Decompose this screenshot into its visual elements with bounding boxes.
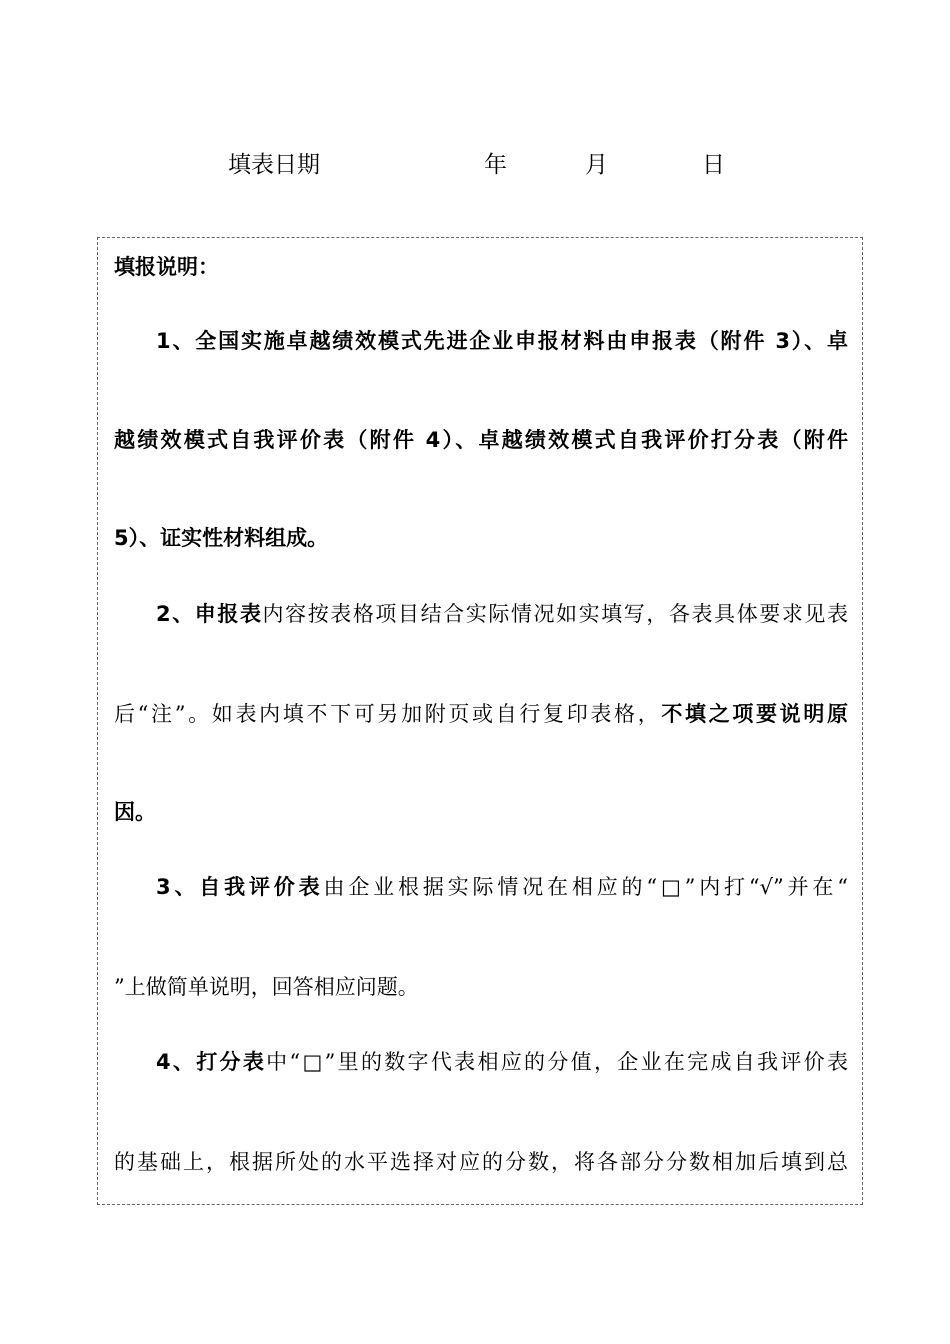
item1-line1: 1、全国实施卓越绩效模式先进企业申报材料由申报表（附件 3）、卓 [156,329,848,353]
item2-line2-text: 后“注”。如表内填不下可另加附页或自行复印表格， [114,702,662,726]
item2-text: 内容按表格项目结合实际情况如实填写，各表具体要求见表 [262,602,849,626]
item2-line2 [114,699,848,729]
item4-line2: 的基础上，根据所处的水平选择对应的分数，将各部分分数相加后填到总 [114,1150,848,1174]
item3-line1 [114,872,848,902]
item1-line3: 5）、证实性材料组成。 [114,526,329,550]
item2-bold-term: 申报表 [194,602,263,626]
item1-line2: 越绩效模式自我评价表（附件 4）、卓越绩效模式自我评价打分表（附件 [114,428,848,452]
instructions-heading: 填报说明： [114,255,219,279]
month-label: 月 [585,152,608,178]
year-label: 年 [484,152,507,178]
item2-line1 [114,599,848,629]
item4-line1 [114,1047,848,1077]
item3-number: 3、 [156,875,200,899]
fill-date-label: 填表日期 [228,152,320,178]
item2-line2-bold: 不填之项要说明原 [661,702,848,726]
item4-bold-term: 打分表 [196,1050,267,1074]
item2-number: 2、 [156,602,195,626]
day-label: 日 [702,152,725,178]
item4-text: 中“□”里的数字代表相应的分值，企业在完成自我评价表 [266,1050,848,1074]
item3-bold-term: 自我评价表 [199,875,324,899]
item3-line2: ”上做简单说明，回答相应问题。 [114,975,419,999]
item3-text: 由企业根据实际情况在相应的“□”内打“√”并在“ [323,875,849,899]
fill-date-row [0,146,950,182]
item2-line3: 因。 [114,800,156,824]
item4-number: 4、 [156,1050,197,1074]
